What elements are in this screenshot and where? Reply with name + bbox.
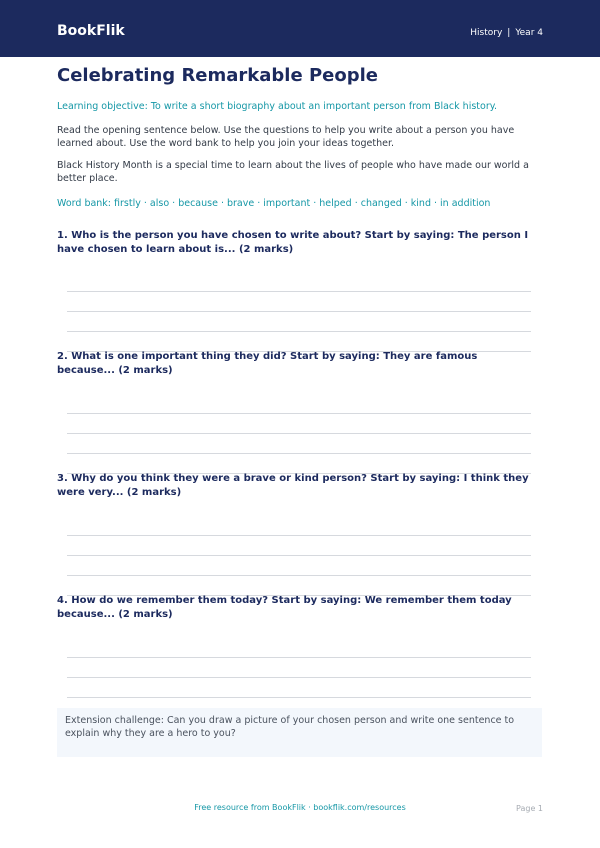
learning-objective: Learning objective: To write a short biography about an important person from Black history. [57,101,498,112]
answer-line[interactable] [67,677,531,678]
subject-label: History [470,28,503,38]
footer-credit[interactable]: Free resource from BookFlik · bookflik.com/resources [194,803,406,812]
subject-year-label [470,27,543,39]
header-separator: | [507,28,511,38]
extension-challenge-box [57,708,542,757]
question-4: 4. How do we remember them today? Start by saying: We remember them today because... (2 marks) [57,595,512,620]
brand-logo-text: BookFlik [57,23,125,39]
answer-line[interactable] [67,657,531,658]
answer-line[interactable] [67,311,531,312]
question-1: 1. Who is the person you have chosen to write about? Start by saying: The person I have chosen to learn about is... (2 marks) [57,230,529,255]
answer-line[interactable] [67,453,531,454]
instructions-text: Read the opening sentence below. Use the questions to help you write about a person you have learned about. Use the word bank to help you join your ideas together. [57,125,515,149]
answer-line[interactable] [67,697,531,698]
page-number: Page 1 [516,804,543,813]
answer-line[interactable] [67,535,531,536]
answer-line[interactable] [67,555,531,556]
answer-line[interactable] [67,575,531,576]
answer-line[interactable] [67,433,531,434]
extension-challenge-text: Extension challenge: Can you draw a picture of your chosen person and write one sentence to explain why they are a hero to you? [65,715,515,739]
answer-line[interactable] [67,331,531,332]
answer-line[interactable] [67,413,531,414]
word-bank: Word bank: firstly · also · because · brave · important · helped · changed · kind · in addition [57,198,491,209]
page-header [0,0,600,57]
year-label: Year 4 [515,28,543,38]
question-2: 2. What is one important thing they did? Start by saying: They are famous because... (2 marks) [57,351,478,376]
opening-sentence: Black History Month is a special time to learn about the lives of people who have made our world a better place. [57,160,529,184]
worksheet-title: Celebrating Remarkable People [57,65,378,86]
answer-line[interactable] [67,291,531,292]
question-3: 3. Why do you think they were a brave or kind person? Start by saying: I think they were very... (2 marks) [57,473,529,498]
